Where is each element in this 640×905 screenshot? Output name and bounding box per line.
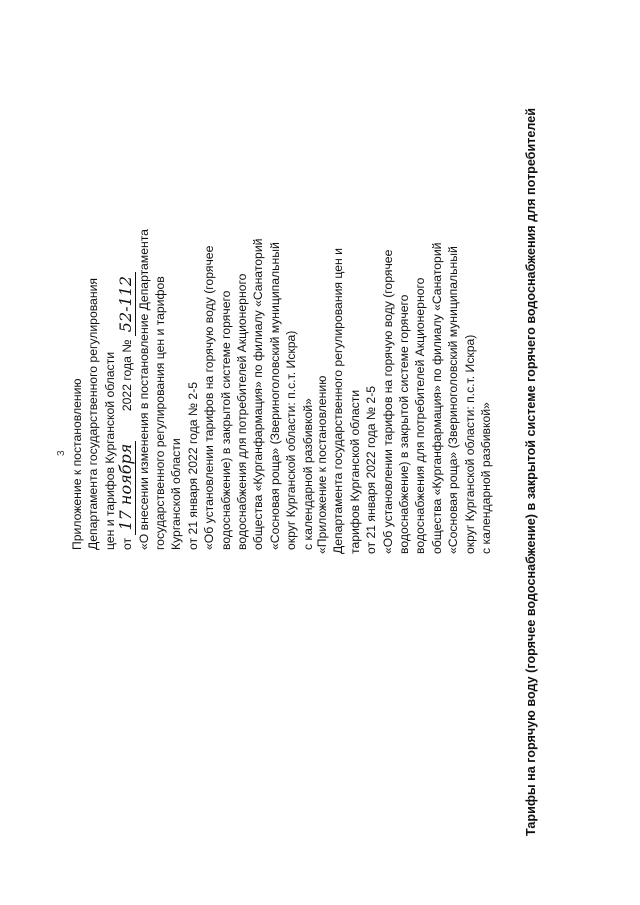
document-title: Тарифы на горячую воду (горячее водоснабжение) в закрытой системе горячего водоснабжения для потребителей	[524, 108, 538, 836]
resolution-header	[69, 229, 316, 550]
amend-line-11: с календарной разбивкой»	[300, 398, 315, 550]
annex-line-4: от 21 января 2022 года № 2-5	[364, 385, 379, 554]
amend-line-1: «О внесении изменения в постановление Департамента	[136, 229, 151, 550]
amend-line-3: Курганской области	[169, 438, 184, 550]
annex-line-9: «Сосновая роща» (Звериноголовский муниципальный	[446, 246, 461, 554]
amend-line-8: общества «Курганфармация» по филиалу «Санаторий	[251, 238, 266, 550]
annex-line-8: общества «Курганфармация» по филиалу «Санаторий	[429, 242, 444, 554]
handwritten-date: 17 ноября	[118, 441, 135, 535]
header-line-1: Приложение к постановлению	[70, 378, 84, 550]
amend-line-10: округ Курганской области: п.с.т. Искра)	[284, 330, 299, 550]
date-prefix: от	[120, 537, 135, 550]
page-number: 3	[56, 450, 67, 456]
annex-line-5: «Об установлении тарифов на горячую воду (горячее	[380, 249, 395, 554]
annex-line-6: водоснабжение) в закрытой системе горячего	[397, 294, 412, 554]
handwritten-number: 52-112	[118, 272, 135, 336]
annex-line-3: тарифов Курганской области	[347, 389, 362, 554]
annex-line-11: с календарной разбивкой»	[479, 402, 494, 554]
amend-line-2: государственного регулирования цен и тарифов	[153, 276, 168, 550]
header-line-2: Департамента государственного регулирования	[86, 278, 101, 550]
amend-line-4: от 21 января 2022 года № 2-5	[185, 381, 200, 550]
amend-line-6: водоснабжение) в закрытой системе горячего	[218, 290, 233, 550]
annex-line-10: округ Курганской области: п.с.т. Искра)	[462, 334, 477, 554]
annex-header	[314, 243, 494, 554]
amend-line-7: водоснабжения для потребителей Акционерного	[235, 273, 250, 550]
date-middle: 2022 года №	[120, 339, 135, 412]
header-line-3: цен и тарифов Курганской области	[102, 351, 117, 550]
date-line	[118, 229, 135, 550]
amend-line-5: «Об установлении тарифов на горячую воду (горячее	[202, 245, 217, 550]
amend-line-9: «Сосновая роща» (Звериноголовский муниципальный	[267, 242, 282, 550]
annex-line-1: «Приложение к постановлению	[315, 375, 329, 554]
annex-line-2: Департамента государственного регулирования цен и	[331, 248, 346, 554]
annex-line-7: водоснабжения для потребителей Акционерного	[413, 277, 428, 554]
